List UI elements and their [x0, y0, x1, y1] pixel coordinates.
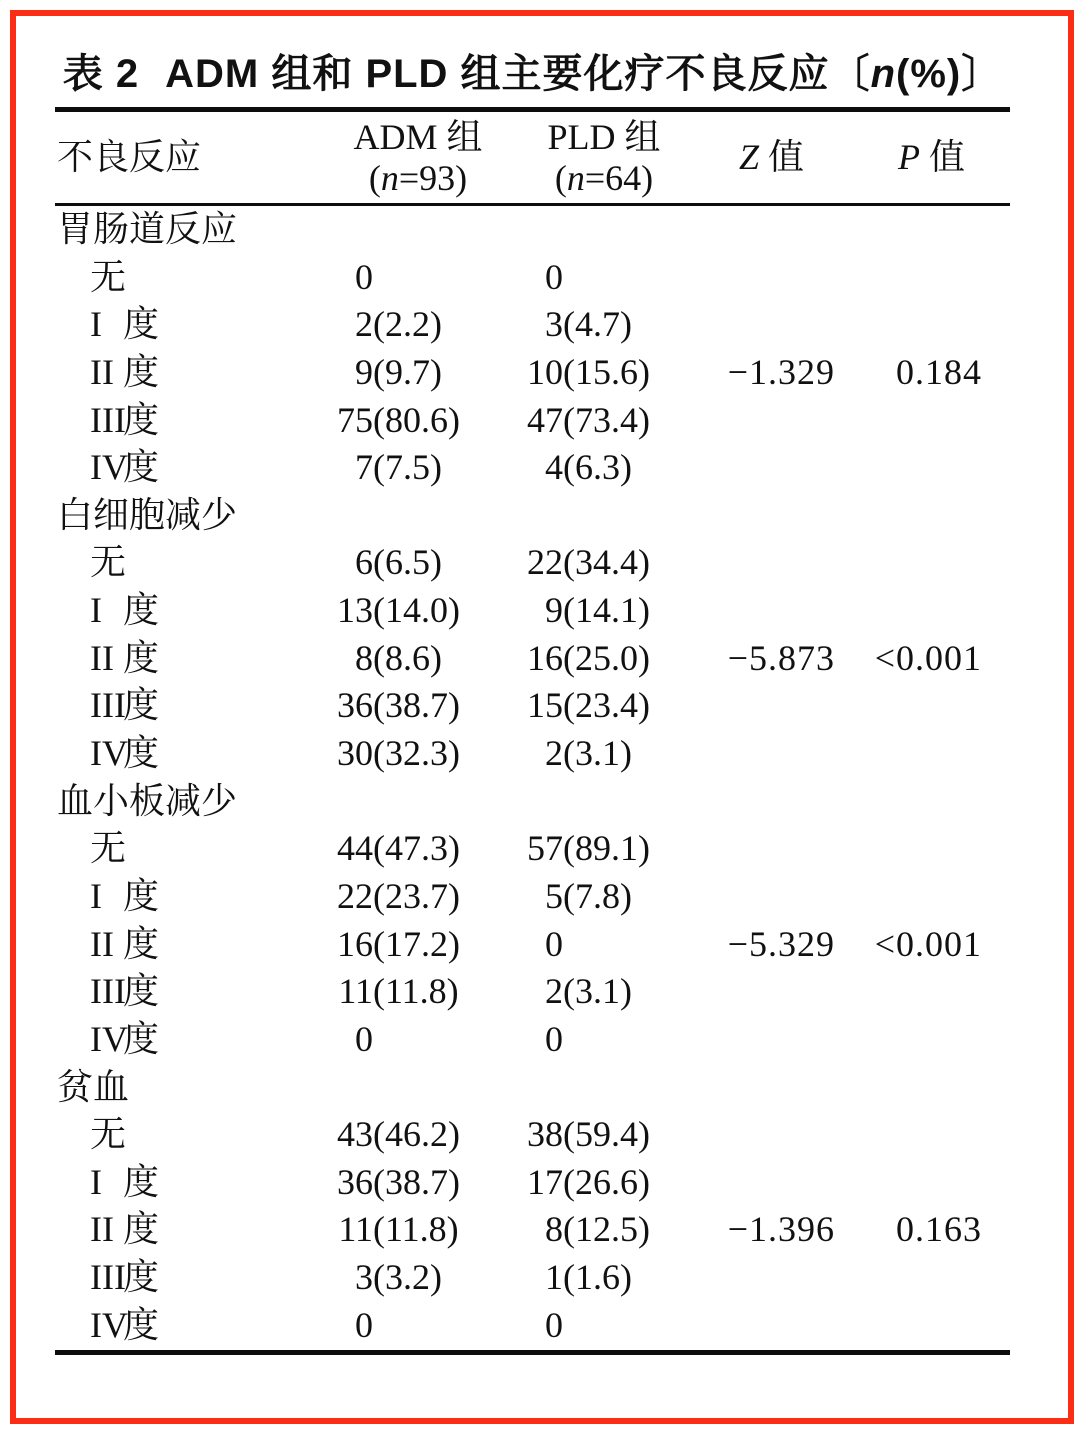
table-header-row [55, 112, 1010, 203]
cell-adm-value: 9(9.7) [355, 351, 442, 392]
cell-pld-value: 22(34.4) [527, 542, 650, 583]
cell-z-value [695, 873, 838, 921]
table-body [55, 206, 1010, 1349]
cell-adm-value: 7(7.5) [355, 447, 442, 488]
cell-adm-value: 11(11.8) [338, 1209, 459, 1250]
cell-pld-value: 15(23.4) [527, 685, 650, 726]
cell-p-value [838, 1159, 985, 1207]
cell-pld-value: 5(7.8) [545, 875, 632, 916]
cell-z-value [695, 730, 838, 778]
cell-z-value [695, 587, 838, 635]
col-header-pld-group [513, 112, 695, 203]
section-row-label: 贫血 [57, 1066, 130, 1107]
section-row-label: 胃肠道反应 [57, 209, 238, 249]
cell-pld-value: 8(12.5) [545, 1209, 650, 1250]
cell-z-value [695, 968, 838, 1016]
cell-pld-value: 47(73.4) [527, 399, 650, 440]
cell-adm-value: 0 [355, 1018, 373, 1059]
grade-row-label: II 度 [90, 923, 160, 964]
cell-pld-value: 38(59.4) [527, 1114, 650, 1155]
cell-p-value [838, 397, 985, 445]
cell-adm-value: 11(11.8) [338, 971, 459, 1012]
cell-adm-value: 0 [355, 1304, 373, 1345]
cell-p-value [838, 1302, 985, 1350]
grade-row-label: 无 [90, 256, 127, 297]
cell-adm-value: 43(46.2) [337, 1114, 460, 1155]
cell-p-value [838, 301, 985, 349]
cell-adm-value: 3(3.2) [355, 1257, 442, 1298]
cell-p-value: <0.001 [874, 923, 982, 964]
table-title [55, 50, 1010, 98]
cell-pld-value: 2(3.1) [545, 971, 632, 1012]
grade-row-label: III度 [90, 1257, 160, 1298]
col-header-pld-line2: (n=64) [554, 158, 654, 198]
cell-z-value [695, 1159, 838, 1207]
col-header-adverse-reaction: 不良反应 [57, 137, 202, 177]
col-header-adm-group [323, 112, 513, 203]
section-row-label: 血小板减少 [57, 780, 238, 821]
cell-p-value [838, 968, 985, 1016]
grade-row-label: I 度 [90, 875, 160, 916]
cell-p-value [838, 1254, 985, 1302]
cell-p-value: 0.184 [896, 351, 982, 392]
cell-pld-value: 0 [545, 923, 563, 964]
grade-row-label: IV度 [90, 1304, 160, 1345]
section-row-label: 白细胞减少 [57, 494, 238, 535]
cell-p-value [838, 1111, 985, 1159]
cell-pld-value: 57(89.1) [527, 828, 650, 869]
cell-z-value [695, 254, 838, 302]
cell-adm-value: 8(8.6) [355, 637, 442, 678]
cell-pld-value: 0 [545, 256, 563, 297]
cell-p-value [838, 539, 985, 587]
cell-pld-value: 17(26.6) [527, 1161, 650, 1202]
grade-row-label: III度 [90, 399, 160, 440]
cell-p-value [838, 825, 985, 873]
cell-p-value [838, 444, 985, 492]
cell-pld-value: 3(4.7) [545, 304, 632, 345]
cell-z-value [695, 539, 838, 587]
grade-row-label: IV度 [90, 447, 160, 488]
cell-adm-value: 22(23.7) [337, 875, 460, 916]
cell-z-value [695, 682, 838, 730]
table-content [55, 0, 1010, 1434]
grade-row-label: IV度 [90, 1018, 160, 1059]
cell-pld-value: 0 [545, 1018, 563, 1059]
grade-row-label: II 度 [90, 351, 160, 392]
table-number-label: 表 2 [62, 52, 140, 96]
cell-adm-value: 2(2.2) [355, 304, 442, 345]
cell-pld-value: 1(1.6) [545, 1257, 632, 1298]
cell-z-value [695, 397, 838, 445]
cell-adm-value: 0 [355, 256, 373, 297]
cell-z-value: −1.396 [727, 1209, 835, 1250]
grade-row-label: I 度 [90, 1161, 160, 1202]
cell-p-value [838, 873, 985, 921]
cell-adm-value: 36(38.7) [337, 685, 460, 726]
col-header-p-value: P 值 [897, 137, 965, 177]
grade-row-label: 无 [90, 1114, 127, 1155]
grade-row-label: III度 [90, 685, 160, 726]
cell-adm-value: 13(14.0) [337, 590, 460, 631]
table-title-text: ADM 组和 PLD 组主要化疗不良反应〔n(%)〕 [165, 52, 1003, 96]
cell-pld-value: 9(14.1) [545, 590, 650, 631]
grade-row-label: II 度 [90, 637, 160, 678]
cell-p-value [838, 1016, 985, 1064]
grade-row-label: 无 [90, 542, 127, 583]
cell-p-value [838, 254, 985, 302]
cell-z-value: −5.329 [727, 923, 835, 964]
cell-adm-value: 44(47.3) [337, 828, 460, 869]
cell-pld-value: 0 [545, 1304, 563, 1345]
cell-adm-value: 6(6.5) [355, 542, 442, 583]
grade-row-label: 无 [90, 828, 127, 869]
cell-pld-value: 10(15.6) [527, 351, 650, 392]
cell-z-value [695, 444, 838, 492]
cell-p-value: 0.163 [896, 1209, 982, 1250]
cell-z-value [695, 301, 838, 349]
grade-row-label: II 度 [90, 1209, 160, 1250]
grade-row-label: IV度 [90, 733, 160, 774]
cell-z-value [695, 1111, 838, 1159]
cell-p-value [838, 730, 985, 778]
col-header-adm-line2: (n=93) [368, 158, 468, 198]
cell-adm-value: 75(80.6) [337, 399, 460, 440]
cell-p-value [838, 682, 985, 730]
cell-z-value [695, 1016, 838, 1064]
cell-pld-value: 16(25.0) [527, 637, 650, 678]
cell-p-value: <0.001 [874, 637, 982, 678]
cell-z-value: −5.873 [727, 637, 835, 678]
cell-z-value [695, 1254, 838, 1302]
cell-z-value [695, 1302, 838, 1350]
cell-z-value: −1.329 [727, 351, 835, 392]
grade-row-label: I 度 [90, 304, 160, 345]
col-header-pld-line1: PLD 组 [547, 117, 661, 157]
cell-adm-value: 36(38.7) [337, 1161, 460, 1202]
col-header-z-value: Z 值 [738, 137, 805, 177]
cell-pld-value: 2(3.1) [545, 733, 632, 774]
col-header-adm-line1: ADM 组 [353, 117, 483, 157]
cell-z-value [695, 825, 838, 873]
cell-adm-value: 30(32.3) [337, 733, 460, 774]
grade-row-label: I 度 [90, 590, 160, 631]
cell-p-value [838, 587, 985, 635]
table-bottom-rule [55, 1350, 1010, 1355]
cell-adm-value: 16(17.2) [337, 923, 460, 964]
cell-pld-value: 4(6.3) [545, 447, 632, 488]
grade-row-label: III度 [90, 971, 160, 1012]
